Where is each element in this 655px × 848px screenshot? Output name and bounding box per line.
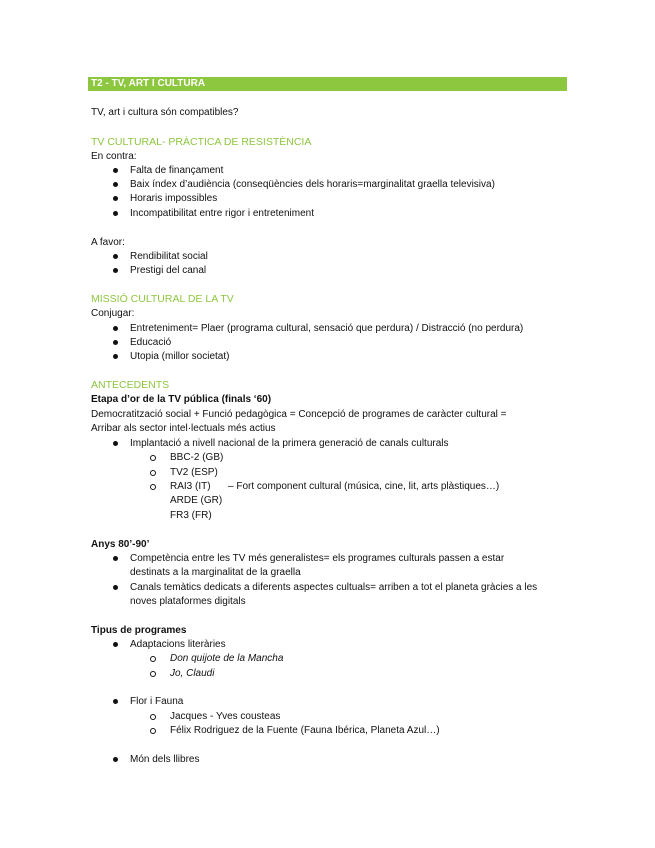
sub-list-item: Jo, Claudi <box>170 668 215 679</box>
list-item: Implantació a nivell nacional de la primera generació de canals culturals <box>130 438 449 449</box>
label-against: En contra: <box>91 151 137 162</box>
list-item: Entreteniment= Plaer (programa cultural, sensació que perdura) / Distracció (no perdura) <box>130 323 524 334</box>
sub-list-item: Félix Rodriguez de la Fuente (Fauna Ibérica, Planeta Azul…) <box>170 725 440 736</box>
subheading: Tipus de programes <box>91 625 187 636</box>
sub-bullet-icon <box>150 714 156 720</box>
bullet-icon <box>113 182 118 187</box>
list-item: Utopia (millor societat) <box>130 351 230 362</box>
list-item-continuation: noves plataformes digitals <box>130 596 246 607</box>
paragraph-line: Arribar als sector intel·lectuals més actius <box>91 423 276 434</box>
section-heading: TV CULTURAL- PRÀCTICA DE RESISTÈNCIA <box>91 136 312 148</box>
rai-note: – Fort component cultural (música, cine, lit, arts plàstiques…) <box>228 481 500 492</box>
section-heading: MISSIÓ CULTURAL DE LA TV <box>91 293 234 305</box>
bullet-icon <box>113 268 118 273</box>
bullet-icon <box>113 326 118 331</box>
sub-list-item: TV2 (ESP) <box>170 467 218 478</box>
list-item: Educació <box>130 337 172 348</box>
bullet-icon <box>113 757 118 762</box>
sub-list-item: Jacques - Yves cousteas <box>170 711 281 722</box>
sub-list-item: FR3 (FR) <box>170 510 212 521</box>
section-heading: ANTECEDENTS <box>91 379 170 391</box>
bullet-icon <box>113 354 118 359</box>
subheading: Anys 80’-90’ <box>91 539 150 550</box>
bullet-icon <box>113 556 118 561</box>
bullet-icon <box>113 340 118 345</box>
sub-bullet-icon <box>150 656 156 662</box>
bullet-icon <box>113 699 118 704</box>
bullet-icon <box>113 441 118 446</box>
list-item: Horaris impossibles <box>130 193 218 204</box>
list-item: Competència entre les TV més generalistes= els programes culturals passen a estar <box>130 553 505 564</box>
bullet-icon <box>113 585 118 590</box>
list-item: Incompatibilitat entre rigor i entreteniment <box>130 208 314 219</box>
label-favor: A favor: <box>91 237 125 248</box>
bullet-icon <box>113 642 118 647</box>
sub-bullet-icon <box>150 470 156 476</box>
bullet-icon <box>113 168 118 173</box>
list-item: Món dels llibres <box>130 754 200 765</box>
bullet-icon <box>113 211 118 216</box>
list-item: Rendibilitat social <box>130 251 208 262</box>
bullet-icon <box>113 196 118 201</box>
sub-bullet-icon <box>150 455 156 461</box>
list-item: Prestigi del canal <box>130 265 207 276</box>
sub-list-item: ARDE (GR) <box>170 495 223 506</box>
sub-list-item: RAI3 (IT) <box>170 481 211 492</box>
list-item: Falta de finançament <box>130 165 224 176</box>
sub-bullet-icon <box>150 728 156 734</box>
list-item: Flor i Fauna <box>130 696 184 707</box>
paragraph-line: Democratització social + Funció pedagògica = Concepció de programes de caràcter cultural = <box>91 409 507 420</box>
subheading: Etapa d’or de la TV pública (finals ‘60) <box>91 394 272 405</box>
list-item: Canals temàtics dedicats a diferents aspectes cultuals= arriben a tot el planeta gràcies a les <box>130 582 538 593</box>
sub-bullet-icon <box>150 671 156 677</box>
list-item: Baix índex d’audiència (conseqüències dels horaris=marginalitat graella televisiva) <box>130 179 495 190</box>
sub-list-item: BBC-2 (GB) <box>170 452 224 463</box>
list-item: Adaptacions literàries <box>130 639 226 650</box>
bullet-icon <box>113 254 118 259</box>
sub-bullet-icon <box>150 484 156 490</box>
sub-list-item: Don quijote de la Mancha <box>170 653 284 664</box>
document-title: T2 - TV, ART I CULTURA <box>88 77 567 91</box>
label-conjugar: Conjugar: <box>91 308 135 319</box>
list-item-continuation: destinats a la marginalitat de la graella <box>130 567 301 578</box>
intro-question: TV, art i cultura són compatibles? <box>91 107 239 118</box>
